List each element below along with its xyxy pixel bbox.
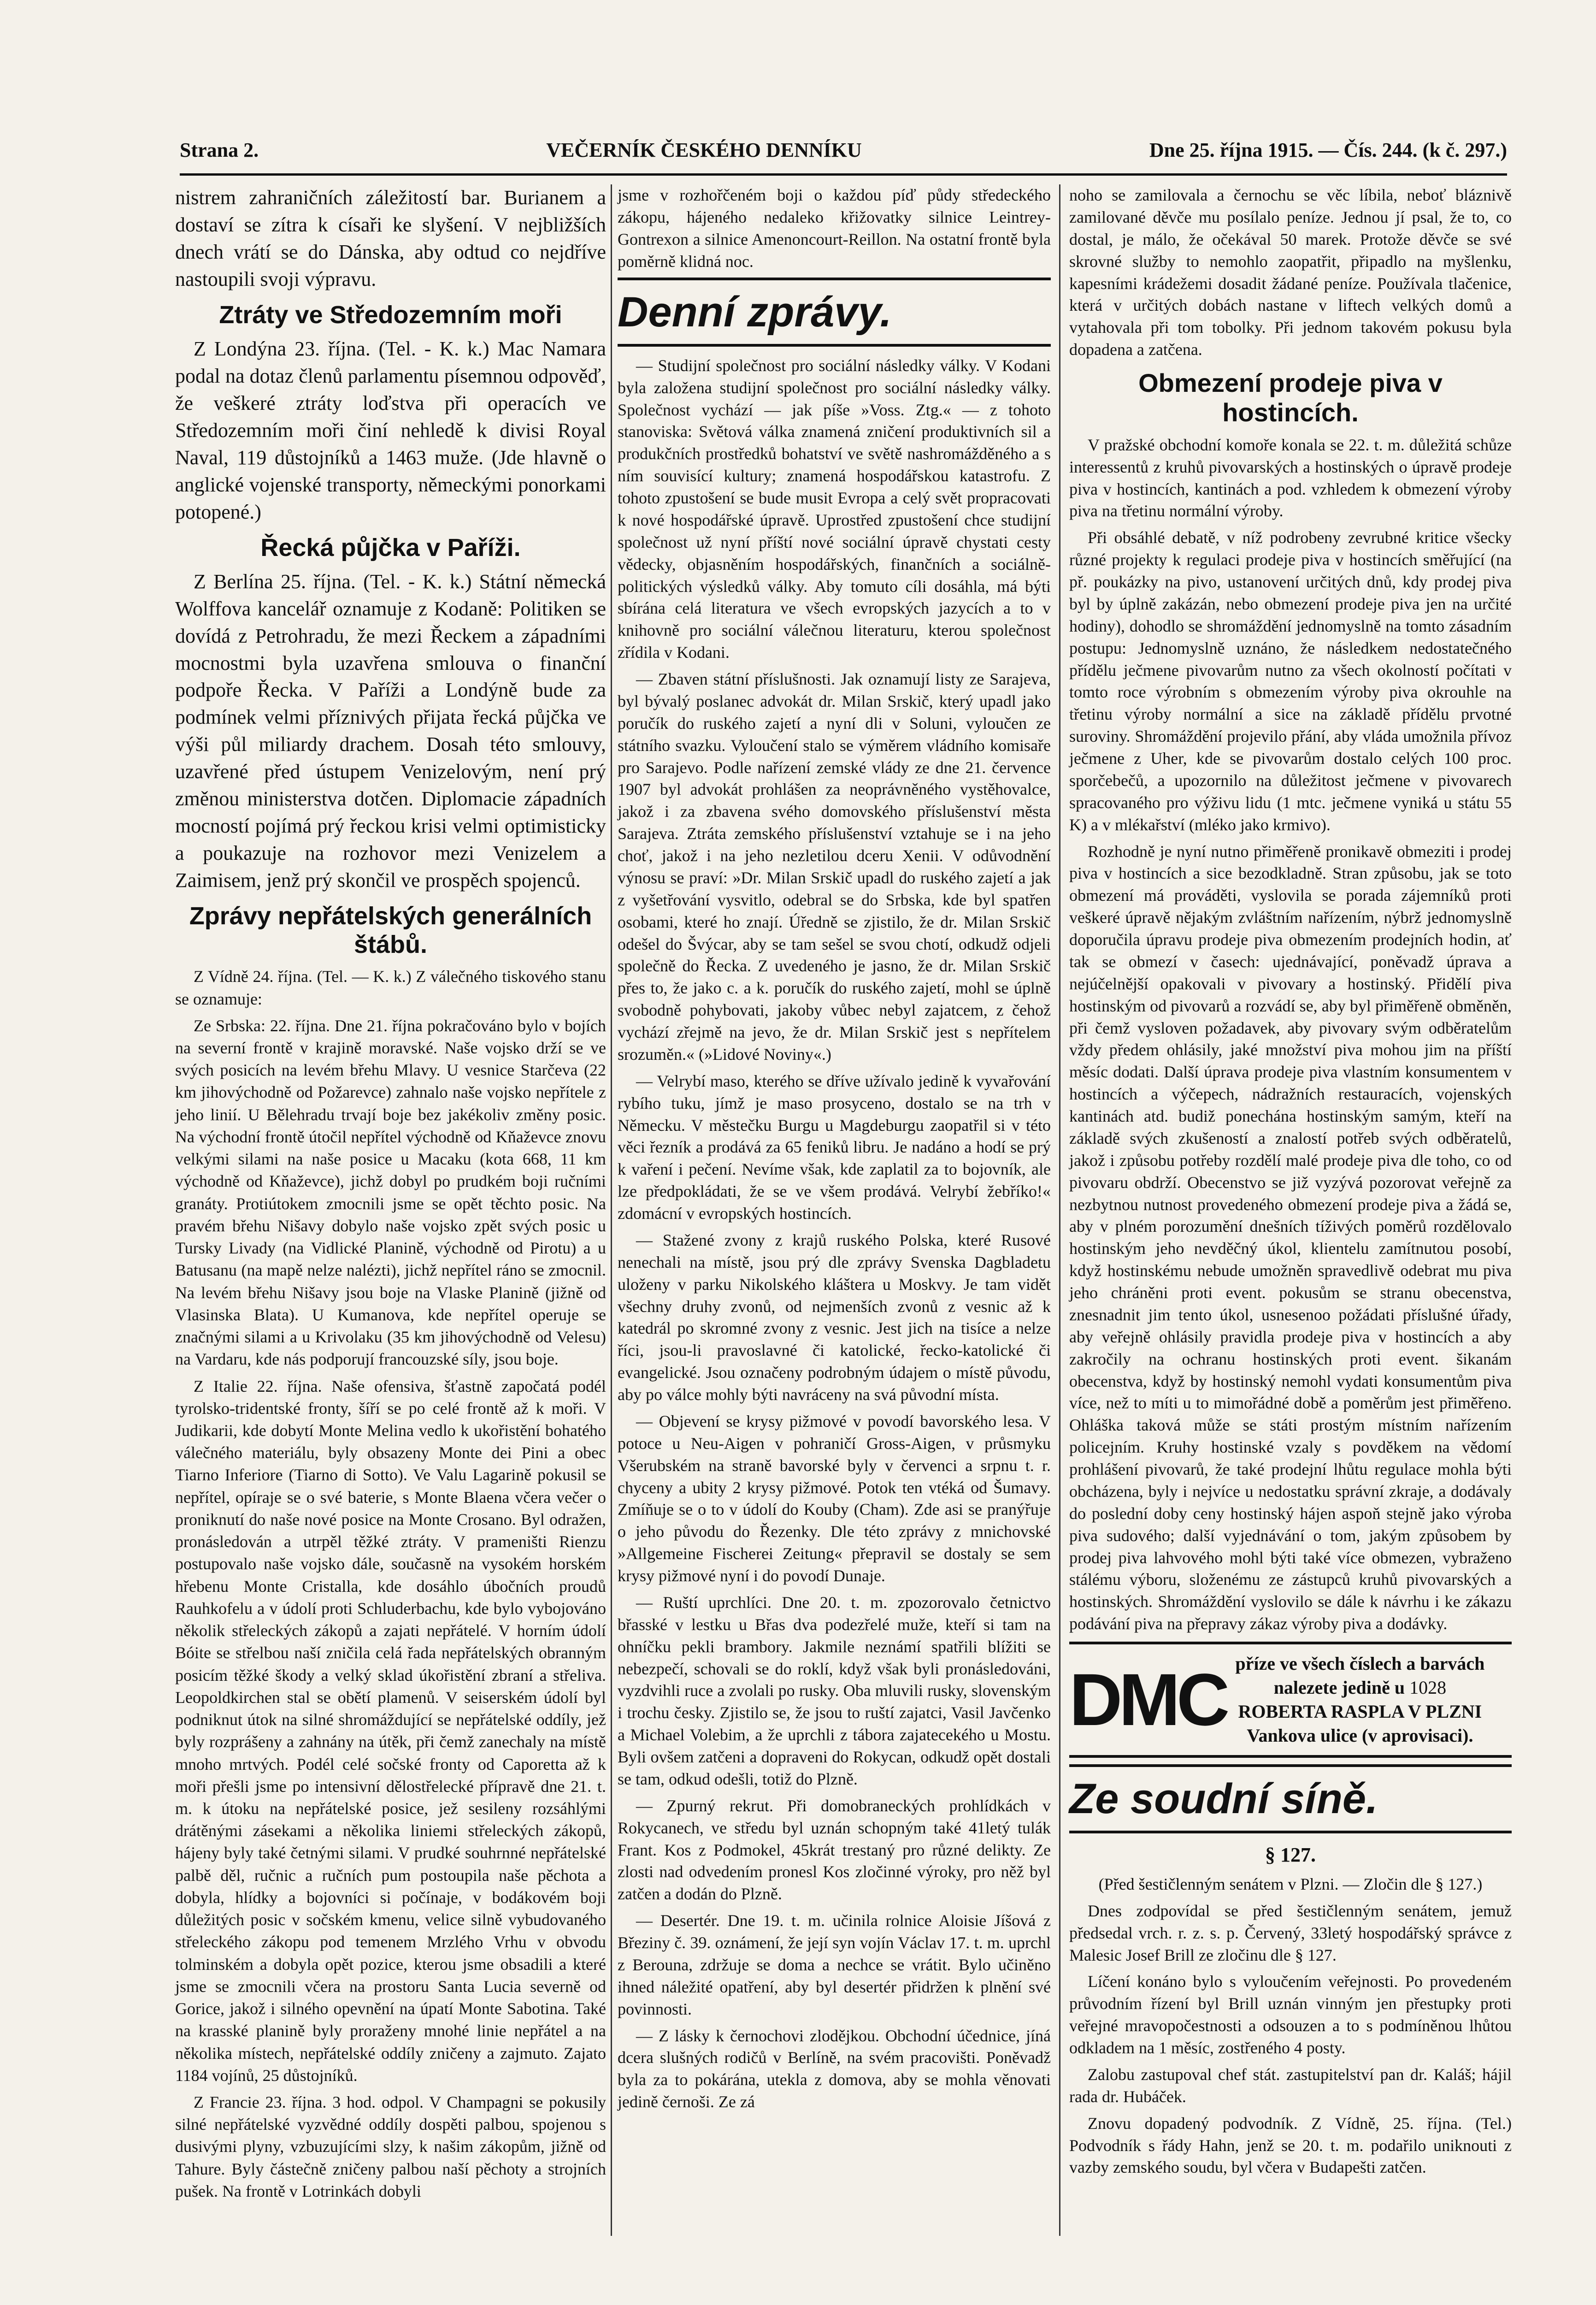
- article-heading: Řecká půjčka v Paříži.: [260, 533, 521, 561]
- article-text: Líčení konáno bylo s vyloučením veřejnosti. Po provedeném průvodním řízení byl Brill uznán vinným jen přestupky proti veřejné mravopočestnosti a odsouzen a to s podmíněnou lhůtou odkladem na 1 měsíc, zostřeného 4 posty.: [1069, 1972, 1512, 2057]
- news-item: — Zbaven státní příslušnosti. Jak oznamují listy ze Sarajeva, byl bývalý poslanec advokát dr. Milan Srskič, který upadl jako poručík do ruského zajetí a nyní dli v Soluni, vyloučen ze státního svazku. Vyloučení stalo se výměrem vládního komisaře pro Sarajevo. Podle nařízení zemské vlády ze dne 21. července 1907 byl advokát prohlášen za neoprávněného vystěhovalce, jakož i za zbavena svého domovského příslušenství města Sarajeva. Ztráta zemského příslušenství vztahuje se i na jeho choť, jakož i na jeho nezletilou dceru Xenii. V odůvodnění výnosu se praví: »Dr. Milan Srskič upadl do ruského zajetí a jak z vyšetřování vysvitlo, odebral se do Srbska, kde byl spatřen osobami, které ho znají. Úředně se zjistilo, že dr. Milan Srskič odešel do Švýcar, aby se tam sešel se svou chotí, odkudž odjeli společně do Řecka. Z uvedeného je jasno, že dr. Milan Srskič přes to, že jako c. a k. poručík do ruského zajetí, mohl se úplně svobodně pohybovati, jakoby vůbec nebyl zajatcem, z čehož vychází zřejmě na jevo, že dr. Milan Srskič jest s nepřítelem srozuměn.« (»Lidové Noviny«.): [618, 670, 1051, 1064]
- ad-line: ROBERTA RASPLA V PLZNI: [1238, 1701, 1482, 1722]
- news-item: — Zpurný rekrut. Při domobraneckých prohlídkách v Rokycanech, ve středu byl uznán schopným také 41letý tulák Frant. Kos z Podmokel, 45krát trestaný pro různé delikty. Ze zlosti nad odvedením pronesl Kos zločinné výroky, pro něž byl zatčen a dodán do Plzně.: [618, 1796, 1051, 1903]
- masthead: [180, 138, 1507, 176]
- article-heading: Ztráty ve Středozemním moři: [219, 301, 562, 329]
- section-heading-court: Ze soudní síně.: [1069, 1764, 1512, 1833]
- article-text: Z Vídně 24. října. (Tel. — K. k.) Z válečného tiskového stanu se oznamuje:: [175, 967, 606, 1008]
- advertisement: [1069, 1642, 1512, 1758]
- column-2: [618, 184, 1051, 2118]
- news-item: — Stažené zvony z krajů ruského Polska, které Rusové nenechali na místě, jsou prý dle zprávy Svenska Dagbladetu uloženy v parku Nikolského kláštera u Moskvy. Je tam vidět všechny druhy zvonů, od nejmenších zvonů z vesnic až k katedrál po skromné zvony z vesnic. Jest jich na tisíce a nelze říci, jsou-li pravoslavné či katolické, řecko-katolické či evangelické. Jsou označeny podrobným údajem o místě původu, aby po válce mohly býti navráceny na svá původní místa.: [618, 1230, 1051, 1404]
- article-text: nistrem zahraničních záležitostí bar. Burianem a dostaví se zítra k císaři ke slyšení. V nejbližších dnech vrátí se do Dánska, aby odtud co nejdříve nastoupili svoji výpravu.: [175, 186, 606, 290]
- ad-number: 1028: [1409, 1677, 1447, 1698]
- ad-line: příze ve všech číslech a barvách: [1235, 1653, 1485, 1674]
- ad-line: [1235, 1676, 1484, 1700]
- section-heading-daily-news: Denní zprávy.: [618, 278, 1051, 347]
- article-text: jsme v rozhořčeném boji o každou píď půdy středeckého zákopu, hájeného nedaleko křižovatky silnice Leintrey-Gontrexon a silnice Amenoncourt-Reillon. Na ostatní frontě byla poměrně klidná noc.: [618, 186, 1051, 271]
- news-item: — Studijní společnost pro sociální následky války. V Kodani byla založena studijní společnost pro sociální následky války. Společnost vychází — jak píše »Voss. Ztg.« — z tohoto stanoviska: Světová válka znamená zničení produktivních sil a produkčních prostředků bohatství ve světě nashromážděného a s ním souvisící kultury; znamená hospodářskou katastrofu. Z tohoto zpustošení se bude musit Evropa a celý svět propracovati k nové hospodářské úpravě. Uprostřed zpustošení chce studijní společnost už nyní příští nové sociální úpravě chystati cesty vědecky, objasněním hospodářských, finančních a sociálně-politických výsledků války. Aby tomuto cíli dosáhla, má býti sbírána celá literatura ve všech evropských jazycích a to v knihovně pro sociální válečnou literaturu, kterou společnost zřídila v Kodani.: [618, 356, 1051, 662]
- article-text: Z Italie 22. října. Naše ofensiva, šťastně započatá podél tyrolsko-tridentské fronty, šíří se po celé frontě až k moři. V Judikarii, kde dobytí Monte Melina vedlo k ukořistění bohatého válečného materiálu, byly obsazeny Monte dei Pini a obec Tiarno Inferiore (Tiarno di Sotto). Ve Valu Lagarině pokusil se nepřítel, opíraje se o své baterie, s Monte Blaena včera večer o proniknutí do naše nové posice na Monte Crosano. Byl odražen, pronásledován a utrpěl těžké ztráty. V prameništi Rienzu postupovalo naše vojsko dále, současně na vysokém horském hřebenu Monte Cristalla, kde dosáhlo úbočních proudů Rauhkofelu a v údolí proti Schluderbachu, kde bylo vybojováno několik střeleckých zákopů a zajati nepřátelé. V horním údolí Bóite se střelbou naší zničila celá řada nepřátelských obranným posicím těžké škody a velký sklad úkořistění zbraní a střeliva. Leopoldkirchen stal se obětí plamenů. V seiserském údolí byl podniknut útok na silné shromáždující se nepřátelské oddíly, jež byly rozprášeny a zahnány na útěk, při čemž zanechaly na místě mnoho mrtvých. Podél celé sočské fronty od Caporetta až k moři přešli jsme po intensivní dělostřelecké přípravě dne 21. t. m. k útoku na nepřátelské posice, jež sesileny rozsáhlými drátěnými zásekami a několika liniemi střeleckých zákopů, hájeny byly také četnými silami. V prudké souhrnné nepřátelské palbě děl, ručnic a ručních pum postoupila naše pěchota a dobyla, hlídky a bojovníci si počínaje, v bodákovém boji důležitých posic v sočském kmenu, velice silně vybudovaného střeleckého zákopu pod temenem Mrzlého Vrhu v obvodu tolminském a dobyla opět pozice, kterou jsme obsadili a které jsme se zmocnili včera na prostoru Santa Lucia severně od Gorice, jakož i silného opevnění na úpatí Monte Sabotina. Také na krasské planině byly proraženy mnohé linie nepřátel a na několika místech, nepřátelské oddíly zničeny a zajmuto. Zajato 1184 vojínů, 25 důstojníků.: [175, 1377, 606, 2085]
- issue-date: Dne 25. října 1915. — Čís. 244. (k č. 297.): [1149, 139, 1507, 161]
- ad-line: Vankova ulice (v aprovisaci).: [1247, 1725, 1473, 1746]
- column-divider: [1059, 184, 1060, 2236]
- news-item: — Ruští uprchlíci. Dne 20. t. m. zpozorovalo četnictvo břasské v lestku u Břas dva podezřelé muže, kteří si tam na ohníčku pekli brambory. Jakmile neznámí spatřili blížiti se nebezpečí, schovali se do roklí, když však byli pronásledováni, vyzdvihli ruce a zvolali po rusky. Oba mluvili rusky, slovenským i trochu česky. Zjistilo se, že jsou to ruští zajatci, Vasil Javčenko a Michael Volebim, a že uprchli z tábora zajatecekého u Mostu. Byli ovšem zatčeni a dopraveni do Rokycan, odkudž opět dostali se tam, odkud odešli, totiž do Plzně.: [618, 1593, 1051, 1788]
- article-text: Zalobu zastupoval chef stát. zastupitelství pan dr. Kaláš; hájil rada dr. Hubáček.: [1069, 2065, 1512, 2106]
- article-text: Z Berlína 25. října. (Tel. - K. k.) Státní německá Wolffova kancelář oznamuje z Kodaně: Politiken se dovídá z Petrohradu, že mezi Řeckem a západními mocnostmi byla uzavřena smlouva o finanční podpoře Řecka. V Paříži a Londýně bude za podmínek velmi příznivých přijata řecká půjčka ve výši půl miliardy drachem. Dosah této smlouvy, uzavřené před ústupem Venizelovým, není prý změnou ministerstva dotčen. Diplomacie západních mocností pojímá prý řeckou krisi velmi optimisticky a poukazuje na rozhovor mezi Venizelem a Zaimisem, jenž prý skončil ve prospěch spojenců.: [175, 570, 606, 892]
- article-text: Dnes zodpovídal se před šestičlenným senátem, jemuž předsedal vrch. r. z. s. p. Červený, 33letý hospodářský správce z Malesic Josef Brill ze zločinu dle § 127.: [1069, 1901, 1512, 1964]
- column-3: [1069, 184, 1512, 2183]
- article-heading: Zprávy nepřátelských generálních štábů.: [189, 902, 592, 959]
- article-text: noho se zamilovala a černochu se věc líbila, neboť bláznivě zamilované děvče mu posílalo peníze. Jednou jí psal, že to, co dostal, je málo, že očekával 50 marek. Protože děvče se své skrovné služby to nemohlo zaopatřit, připadlo na myšlenku, kapesními krádežemi dosadit žádané peníze. Používala tlačenice, která v určitých dobách nastane v liftech velkých domů a vytahovala při tom tobolky. Při jednom takovém pokusu byla dopadena a zatčena.: [1069, 186, 1512, 359]
- article-heading: Obmezení prodeje piva v hostincích.: [1138, 368, 1443, 427]
- newspaper-title: VEČERNÍK ČESKÉHO DENNÍKU: [546, 139, 862, 161]
- article-text: Z Francie 23. října. 3 hod. odpol. V Champagni se pokusily silné nepřátelské vyzvědné oddíly dospěti palbou, spojenou s dusivými plyny, vzbuzujícími slzy, k našim zákopům, jižně od Tahure. Byly částečně zničeny palbou naší pěchoty a strojních pušek. Na frontě v Lotrinkách dobyli: [175, 2093, 606, 2200]
- article-text: Při obsáhlé debatě, v níž podrobeny zevrubné kritice všecky různé projekty k regulaci prodeje piva v hostincích směřující (na př. poukázky na pivo, ustanovení určitých dnů, kdy prodej piva byl by úplně zakázán, nebo obmezení prodeje piva jen na určité hodiny), dohodlo se shromáždění jednomyslně na tomto zásadním postupu: Jednomyslně uznáno, že následkem nedostatečného přídělu ječmene pivovarům nutno za všech okolností počítati v tomto roce výrobním s obmezením výroby piva okrouhle na třetinu výroby normální a sice na základě přídělu prvotné suroviny. Shromáždění projevilo přání, aby vláda umožnila přívoz ječmene z Uher, kde se pivovarům dostalo celých 100 proc. sporčebečů, a upozornilo na důležitost ječmene v pivovarech spracovaného pro výživu lidu (1 mtc. ječmene vyniká u státu 55 K) a v mlékařství (mléko jako krmivo).: [1069, 528, 1512, 834]
- subheading: (Před šestičlenným senátem v Plzni. — Zločin dle § 127.): [1098, 1874, 1483, 1893]
- ad-line-text: nalezete jedině u: [1273, 1677, 1405, 1698]
- column-divider: [611, 184, 612, 2236]
- page-number: Strana 2.: [180, 139, 259, 161]
- article-text: Z Londýna 23. října. (Tel. - K. k.) Mac Namara podal na dotaz členů parlamentu písemnou odpověď, že veškeré ztráty loďstva při operacích ve Středozemním moři činí nehledě k divisi Royal Naval, 119 důstojníků a 1463 muže. (Jde hlavně o anglické vojenské transporty, německými ponorkami potopené.): [175, 337, 606, 523]
- news-item: — Velrybí maso, kterého se dříve užívalo jedině k vyvařování rybího tuku, jímž je maso prosyceno, dostalo se na trh v Německu. V městečku Burgu u Magdeburgu zaopatřil si v této věci řezník a prodává za 65 feniků libru. Je nadáno a hodí se prý k vaření i pečení. Nevíme však, kde zaplatil za to bojovník, ale lze předpokládati, že se ve všem prodává. Velrybí žebříko!« zdomácní v evropských hostincích.: [618, 1071, 1051, 1223]
- news-item: — Desertér. Dne 19. t. m. učinila rolnice Aloisie Jíšová z Březiny č. 39. oznámení, že její syn vojín Václav 17. t. m. uprchl z Berouna, zdržuje se doma a nechce se vrátit. Bylo učiněno ihned náležité opatření, aby byl desertér přidržen k plnění své povinnosti.: [618, 1911, 1051, 2018]
- article-text: Rozhodně je nyní nutno přiměřeně pronikavě obmeziti i prodej piva v hostincích a sice bezodkladně. Stran způsobu, jak se toto obmezení má prováděti, vyslovila se porada zájemníků proti veškeré úpravě nějakým zvláštním nařízením, nýbrž jednomyslně doporučila úpravu prodeje piva obmezením prodejních hodin, ať tak se obmezí v časech: ujednávající, poněvadž úprava a nejúčelnější opakovali v pivovary a hostinský. Přidělí piva hostinským od pivovarů a rozvádí se, aby byl přiměřeně obměněn, při čemž vysloven požadavek, aby pivovary svým odběratelům vždy předem ohlásily, jaké množství piva mohou jim na příští měsíc dodati. Další úprava prodeje piva vlastním konsumentem v hostincích a výčepech, nádražních restauracích, vojenských kantinách atd. budiž ponechána hostinským samým, kteří na základě svých zkušeností a znalostí potřeb svých odběratelů, jakož i způsobu potřeby rozdělí malé prodeje piva dle toho, co od pivovaru obdrží. Obecenstvo se již vyzývá pozorovat veřejně za nezbytnou nutnost provedeného obmezení prodeje piva a žádá se, aby v plném porozumění dnešních tíživých poměrů rozdělovalo hostinským jeho nevděčný úkol, klientelu zamítnutou posobí, když hostinskému nebude umožněn spravedlivě odebrat mu piva jeho chráněni proti event. pokusům se stranu obecenstva, znesnadnit jim tento úkol, usnesenoo požádati příslušné úřady, aby veřejně ohlásily pravidla prodeje piva v hostincích a aby zakročily na ochranu hostinských proti event. šikanám obecenstva, když by hostinský nemohl vydati konsumentům piva více, než to míti u to mimořádné době a poměrům jest přiměřeno. Ohláška taková může se státi prostým místním nařízením policejním. Kruhy hostinské vzaly s povděkem na vědomí prohlášení pivovarů, že také prodejní lhůtu regulace mohla býti obcházena, byly i nejvíce u nedostatku správní zkraje, a dodávaly do poslední doby ceny hostinský hájen aspoň stejně jako výroba piva sudového; další vyjednávání o tom, jakým způsobem by prodej piva lahvového mohl býti také více obmezen, vybraženo stálému výboru, složenému ze zástupců kruhů pivovarských a hostinských. Shromáždění vyslovilo se dále k návrhu i ke zákazu podávání piva na přepravy zákaz výroby piva a dodávky.: [1069, 842, 1512, 1633]
- news-item: — Objevení se krysy pižmové v povodí bavorského lesa. V potoce u Neu-Aigen v pohraničí Gross-Aigen, v průsmyku Všerubském na straně bavorské byly v červenci a srpnu t. r. chyceny a ubity 2 krysy pižmové. Potok ten vtéká od Šumavy. Zmíňuje se o to v údolí do Kouby (Cham). Zde asi se pranýřuje o jeho původu do Řezenky. Dle této zprávy z mnichovské »Allgemeine Fischerei Zeitung« přepravil se dostaly se sem krysy pižmové nyní i do povodí Dunaje.: [618, 1412, 1051, 1585]
- column-1: [175, 184, 606, 2207]
- section-mark: § 127.: [1265, 1844, 1316, 1867]
- ad-text: [1235, 1652, 1484, 1748]
- news-item: — Z lásky k černochovi zlodějkou. Obchodní účednice, jíná dcera slušných rodičů v Berlíně, na svém pracovišti. Poněvadž byla za to pokárána, utekla z domova, aby se mohla věnovati jedině černoši. Ze zá: [618, 2026, 1051, 2111]
- ad-logo: DMC: [1069, 1658, 1226, 1741]
- article-text: Ze Srbska: 22. října. Dne 21. října pokračováno bylo v bojích na severní frontě v krajině moravské. Naše vojsko drží se ve svých posicích na levém břehu Mlavy. U vesnice Starčeva (22 km jihovýchodně od Požarevce) zahnalo naše vojsko nepřítele z jeho linií. U Bělehradu trvají boje bez jakékoliv změny posic. Na východní frontě útočil nepřítel východně od Kňaževce znovu velkými silami na naše posice u Macaku (kota 668, 11 km východně od Kňaževce), jichž dobyl po prudkém boji ručními granáty. Protiútokem zmocnili jsme se opět těchto posic. Na pravém břehu Nišavy dobylo naše vojsko zpět svých posic u Tursky Livady (na Vidlické Planině, východně od Pirotu) a u Batusanu (na mapě nelze nalézti), jichž nepřítel ráno se zmocnil. Na levém břehu Nišavy jsou boje na Vlaske Planině (jižně od Vlasinska Blata). U Kumanova, kde nepřítel operuje se značnými silami a u Krivolaku (35 km jihovýchodně od Velesu) na Vardaru, kde nás podporují francouzské síly, jsou boje.: [175, 1016, 606, 1369]
- article-text: V pražské obchodní komoře konala se 22. t. m. důležitá schůze interessentů z kruhů pivovarských a hostinských o úpravě prodeje piva v hostincích, kantinách a pod. vzhledem k obmezení výroby piva na třetinu normální výroby.: [1069, 435, 1512, 520]
- article-text: Znovu dopadený podvodník. Z Vídně, 25. října. (Tel.) Podvodník s řády Hahn, jenž se 20. t. m. podařilo uniknouti z vazby zemského soudu, byl včera v Budapešti zatčen.: [1069, 2114, 1512, 2177]
